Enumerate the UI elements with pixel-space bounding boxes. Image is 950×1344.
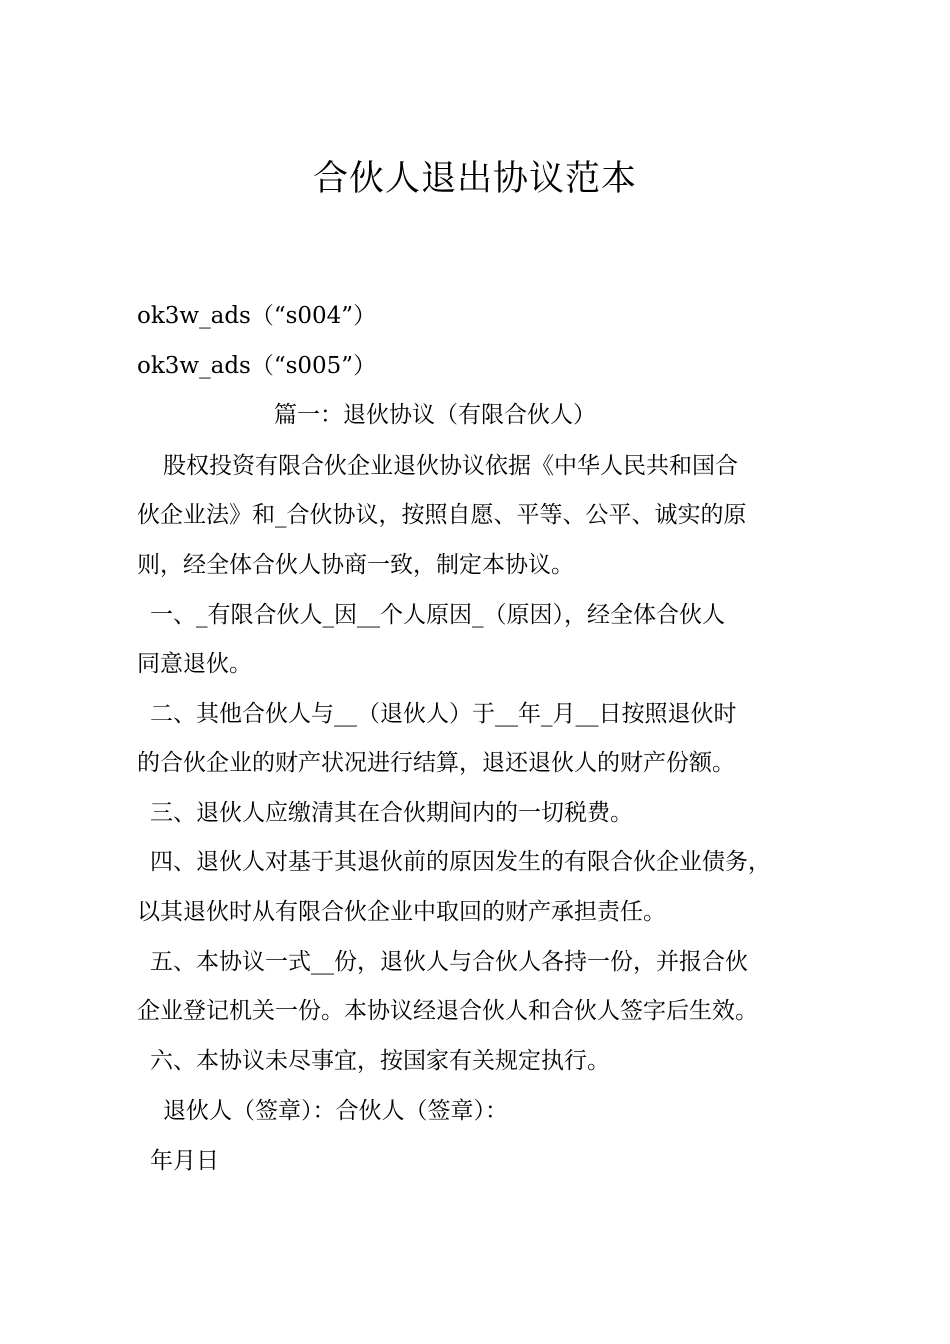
section-heading: 篇一：退伙协议（有限合伙人） [274,402,596,428]
clause-1-line-1: 一、_有限合伙人_因__个人原因_（原因），经全体合伙人 [150,602,725,628]
document-title: 合伙人退出协议范本 [312,159,637,199]
intro-line-3: 则，经全体合伙人协商一致，制定本协议。 [137,552,574,578]
clause-5-line-1: 五、本协议一式__份，退伙人与合伙人各持一份，并报合伙 [150,949,748,975]
signature-line: 退伙人（签章）：合伙人（签章）： [163,1098,508,1124]
clause-6-line-1: 六、本协议未尽事宜，按国家有关规定执行。 [150,1048,610,1074]
ad-placeholder-2: ok3w_ads（“s005”） [137,353,377,379]
ad-placeholder-1: ok3w_ads（“s004”） [137,303,377,329]
date-line: 年月日 [150,1148,219,1174]
intro-line-1: 股权投资有限合伙企业退伙协议依据《中华人民共和国合 [163,453,738,479]
clause-5-line-2: 企业登记机关一份。本协议经退合伙人和合伙人签字后生效。 [137,998,758,1024]
intro-line-2: 伙企业法》和_合伙协议，按照自愿、平等、公平、诚实的原 [137,502,747,528]
clause-4-line-1: 四、退伙人对基于其退伙前的原因发生的有限合伙企业债务， [150,849,771,875]
clause-2-line-1: 二、其他合伙人与__（退伙人）于__年_月__日按照退伙时 [150,701,737,727]
clause-4-line-2: 以其退伙时从有限合伙企业中取回的财产承担责任。 [137,899,666,925]
clause-1-line-2: 同意退伙。 [137,651,252,677]
clause-3-line-1: 三、退伙人应缴清其在合伙期间内的一切税费。 [150,800,633,826]
clause-2-line-2: 的合伙企业的财产状况进行结算，退还退伙人的财产份额。 [137,750,735,776]
